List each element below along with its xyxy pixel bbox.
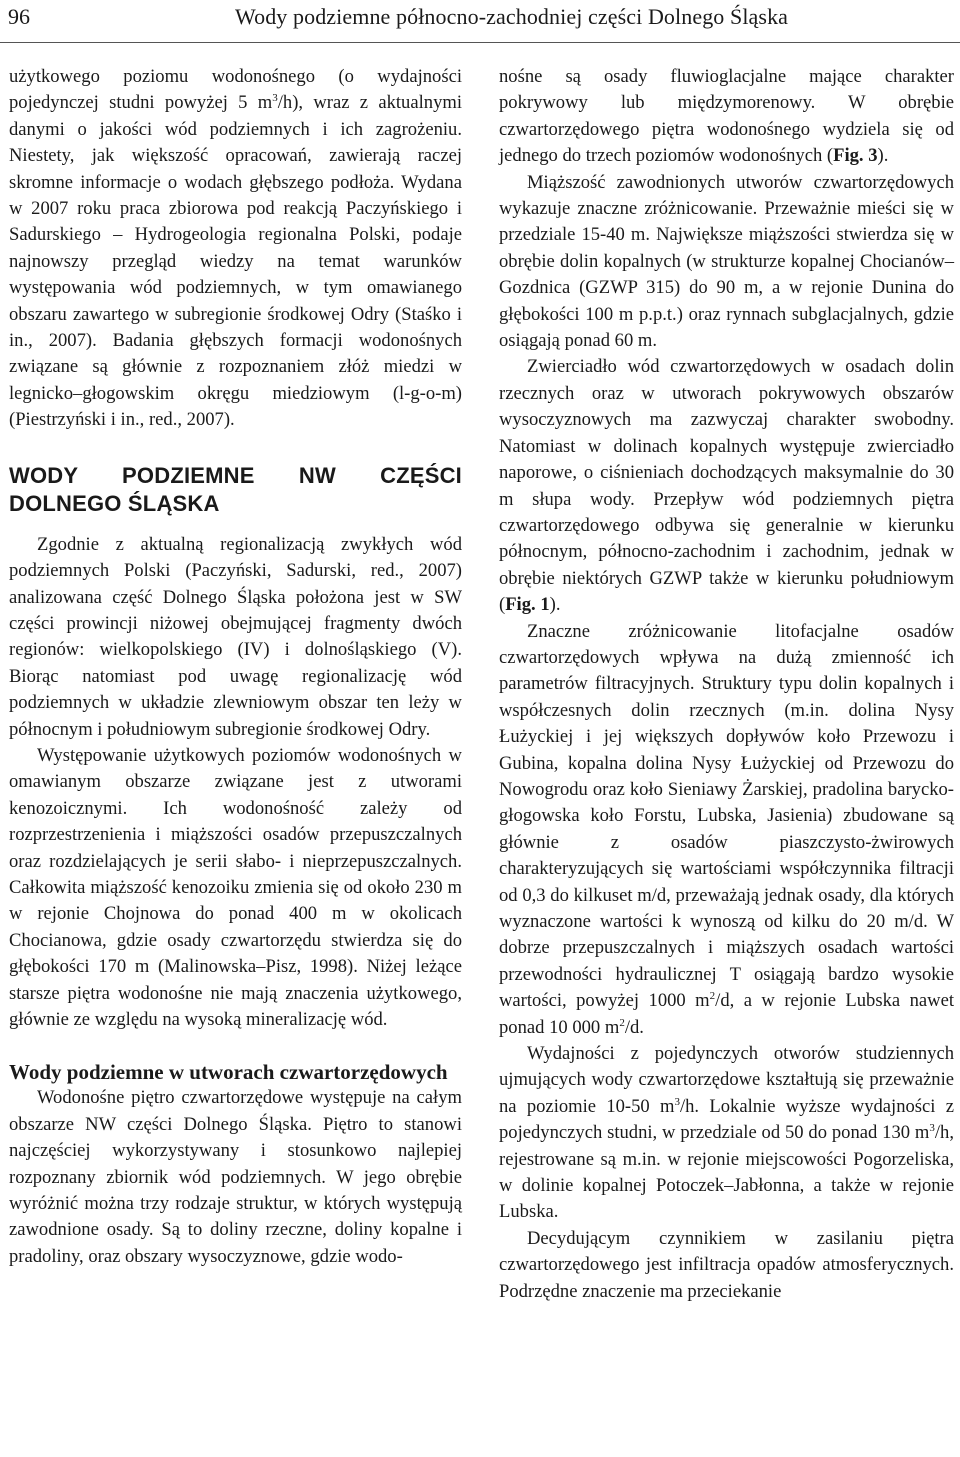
- paragraph: Zwierciadło wód czwartorzędowych w osadach dolin rzecznych oraz w utworach pokrywowych obszarów wysoczyznowych ma zazwyczaj charakter swobodny. Natomiast w dolinach kopalnych występuje zwierciadło naporowe, o ciśnieniach dochodzących maksymalnie do 30 m słupa wody. Przepływ wód podziemnych piętra czwartorzędowego odbywa się generalnie w kierunku północnym, północno-zachodnim i zachodnim, jednak w obrębie niektórych GZWP także w kierunku południowym (Fig. 1).: [499, 356, 954, 616]
- left-column: [9, 64, 462, 1270]
- right-column: [499, 64, 954, 1305]
- page-header: [0, 0, 960, 36]
- running-title: Wody podziemne północno-zachodniej części Dolnego Śląska: [235, 4, 789, 29]
- figure-reference[interactable]: Fig. 1: [505, 594, 550, 616]
- page-number: 96: [8, 4, 30, 29]
- paragraph: nośne są osady fluwioglacjalne mające charakter pokrywowy lub międzymorenowy. W obrębie czwartorzędowego piętra wodonośnego wydziela się od jednego do trzech poziomów wodonośnych (Fig. 3).: [499, 66, 954, 167]
- subsection-heading: Wody podziemne w utworach czwartorzędowych: [9, 1060, 448, 1085]
- header-rule: [0, 42, 960, 43]
- paragraph: Znaczne zróżnicowanie litofacjalne osadów czwartorzędowych wpływa na dużą zmienność ich parametrów filtracyjnych. Struktury typu dolin kopalnych i współczesnych dolin rzecznych (m.in. dolina Nysy Łużyckiej i jej większych dopływów koło Przewozu i Gubina, kopalna dolina Nysy Łużyckiej od Przewozu do Nowogrodu oraz koło Sieniawy Żarskiej, pradolina barycko-głogowska koło Forstu, Lubska, Jasienia) zbudowane są głównie z osadów piaszczysto-żwirowych charakteryzujących się wartościami współczynnika filtracji od 0,3 do kilkuset m/d, przeważają jednak osady, dla których wyznaczone wartości k wynoszą od kilku do 20 m/d. W dobrze przepuszczalnych i miąższych osadach wartości przewodności hydraulicznej T osiągają bardzo wysokie wartości, powyżej 1000 $m^2/d$, a w rejonie Lubska nawet ponad 10 000 $m^2/d$.: [499, 620, 954, 1038]
- paragraph: Miąższość zawodnionych utworów czwartorzędowych wykazuje znaczne zróżnicowanie. Przeważnie mieści się w przedziale 15-40 m. Największe miąższości stwierdza się w obrębie dolin kopalnych (w strukturze kopalnej Chocianów–Gozdnica (GZWP 315) do 90 m, a w rejonie Dunina do głębokości 100 m p.p.t.) oraz rynnach subglacjalnych, gdzie osiągają ponad 60 m.: [499, 171, 954, 352]
- figure-reference[interactable]: Fig. 3: [833, 145, 878, 167]
- paragraph: Zgodnie z aktualną regionalizacją zwykłych wód podziemnych Polski (Paczyński, Sadurski, red., 2007) analizowana część Dolnego Śląska położona jest w SW części prowincji niżowej obejmującej fragmenty dwóch regionów: wielkopolskiego (IV) i dolnośląskiego (V). Biorąc natomiast pod uwagę regionalizację wód podziemnych w układzie zlewniowym obszar ten leży w północnym i południowym subregionie środkowej Odry.: [9, 533, 462, 740]
- paragraph: użytkowego poziomu wodonośnego (o wydajności pojedynczej studni powyżej 5 $m^3/h$), wraz z aktualnymi danymi o jakości wód podziemnych i ich zagrożeniu. Niestety, jak większość opracowań, zawierają raczej skromne informacje o wodach głębszego podłoża. Wydana w 2007 roku praca zbiorowa pod reakcją Paczyńskiego i Sadurskiego – Hydrogeologia regionalna Polski, podaje najnowszy przegląd wiedzy na temat warunków występowania wód podziemnych, w tym omawianego obszaru zawartego w subregionie środkowej Odry (Staśko i in., 2007). Badania głębszych formacji wodonośnych związane są głównie z rozpoznaniem złóż miedzi w legnicko–głogowskim okręgu miedziowym (l-g-o-m) (Piestrzyński i in., red., 2007).: [9, 66, 462, 431]
- paragraph: Decydującym czynnikiem w zasilaniu piętra czwartorzędowego jest infiltracja opadów atmosferycznych. Podrzędne znaczenie ma przeciekanie: [499, 1227, 954, 1302]
- paragraph: Wydajności z pojedynczych otworów studziennych ujmujących wody czwartorzędowe kształtują się przeważnie na poziomie 10-50 $m^3/h$. Lokalnie wyższe wydajności z pojedynczych studni, w przedziale od 50 do ponad 130 $m^3/h$, rejestrowane są m.in. w rejonie miejscowości Pogorzeliska, w dolinie kopalnej Potoczek–Jabłonna, a także w rejonie Lubska.: [499, 1043, 955, 1223]
- paragraph: Występowanie użytkowych poziomów wodonośnych w omawianym obszarze związane jest z utworami kenozoicznymi. Ich wodonośność zależy od rozprzestrzenienia i miąższości osadów przepuszczalnych oraz rozdzielających je serii słabo- i nieprzepuszczalnych. Całkowita miąższość kenozoiku zmienia się od około 230 m w rejonie Chojnowa do ponad 400 m w okolicach Chocianowa, gdzie osady czwartorzędu stwierdza się do głębokości 170 m (Malinowska–Pisz, 1998). Niżej leżące starsze piętra wodonośne nie mają znaczenia użytkowego, głównie ze względu na wysoką mineralizację wód.: [9, 744, 462, 1030]
- paragraph: Wodonośne piętro czwartorzędowe występuje na całym obszarze NW części Dolnego Śląska. Piętro to stanowi najczęściej wykorzystywany i stosunkowo najlepiej rozpoznany zbiornik wód podziemnych. W jego obrębie wyróżnić można trzy rodzaje struktur, w których występują zawodnione osady. Są to doliny rzeczne, doliny kopalne i pradoliny, oraz obszary wysoczyznowe, gdzie wodo-: [9, 1087, 462, 1267]
- section-heading: WODY PODZIEMNE NW CZĘŚCI DOLNEGO ŚLĄSKA: [9, 462, 462, 516]
